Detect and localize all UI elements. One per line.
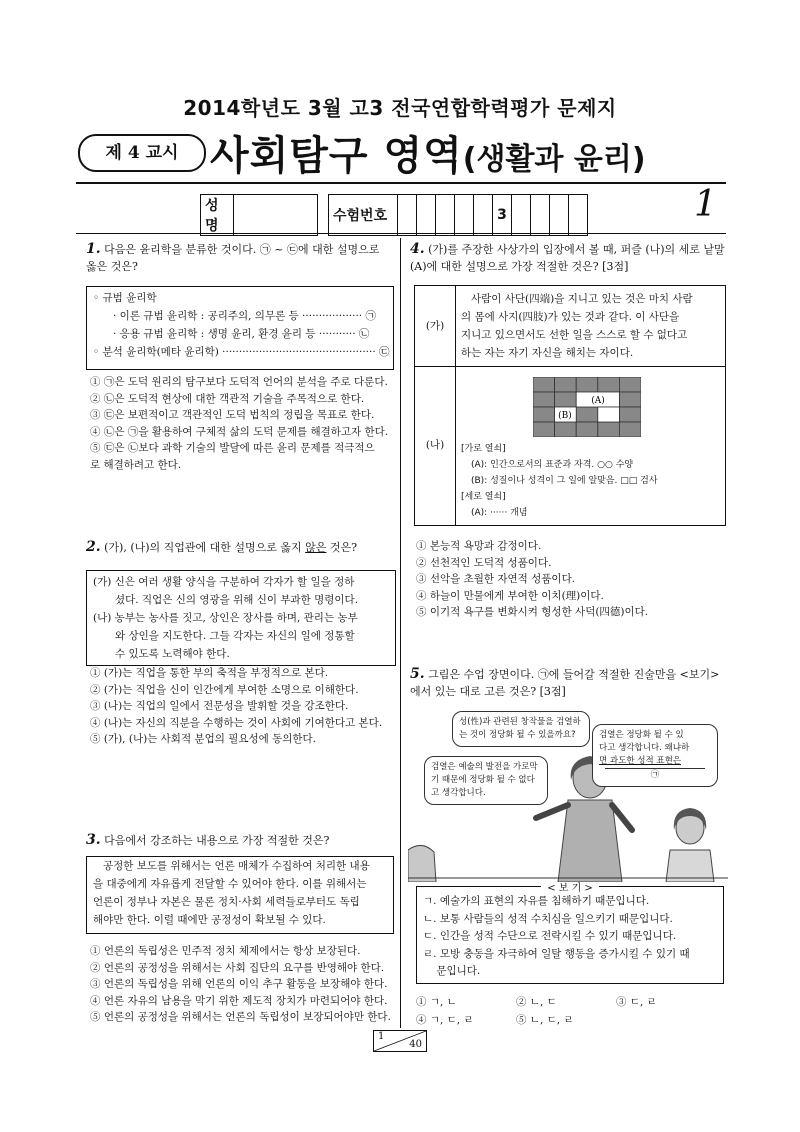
choice-3[interactable]: ③ ㉢은 보편적이고 객관적인 도덕 법칙의 정립을 목표로 한다. [90,409,375,421]
passage-ga-box [414,285,726,367]
question-number: 2. [86,539,101,555]
speech-bubble-teacher: 성(性)과 관련된 창작물을 검열하는 것이 정당화 될 수 있을까요? [452,711,590,747]
choice-5[interactable]: ⑤ (가), (나)는 사회적 분업의 필요성에 동의한다. [90,733,317,745]
page-number: 1 [694,184,717,225]
across-clue-b: (B): 성질이나 성격이 그 일에 알맞음. □□ 검사 [471,476,658,486]
down-title: [세로 열쇠] [461,492,506,502]
choice-4[interactable]: ④ 하늘이 만물에게 부여한 이치(理)이다. [416,589,604,602]
choices-q1 [90,374,395,473]
footer-page: 1 [378,1031,385,1042]
puzzle-clues [461,441,723,521]
choice-1[interactable]: ① ㄱ, ㄴ [416,996,457,1008]
question-1 [86,241,390,275]
subject-sub: (생활과 윤리) [462,142,646,177]
header-rule [76,182,726,184]
exam-number-cell[interactable] [569,195,588,236]
passage-line: 하는 자는 자기 자신을 해치는 자이다. [461,347,634,359]
page-footer [373,1030,427,1052]
question-text: (가)를 주장한 사상가의 입장에서 볼 때, 퍼즐 (나)의 세로 낱말 (A)에 대한 설명으로 가장 적절한 것은? [3점] [410,243,725,273]
choice-3[interactable]: ③ 언론의 독립성을 위해 언론의 이익 추구 활동을 보장해야 한다. [90,978,388,990]
cell-a-label: (A) [591,396,605,406]
question-text: 다음에서 강조하는 내용으로 가장 적절한 것은? [104,834,330,847]
bogi-item-c: ㄷ. 인간을 성적 수단으로 전락시킬 수 있기 때문입니다. [423,930,677,942]
bogi-list [423,893,721,981]
name-field[interactable] [234,195,318,236]
passage-line: (가) 신은 여러 생활 양식을 구분하여 각자가 할 일을 정하 [93,576,355,588]
passage-line: 해야만 한다. 이럴 때에만 공정성이 확보될 수 있다. [93,914,326,926]
choice-1[interactable]: ① 본능적 욕망과 감정이다. [416,540,542,552]
section-rule [76,233,726,234]
exam-number-cell[interactable] [417,195,436,236]
across-clue-a: (A): 인간으로서의 표준과 자격. ○○ 수양 [471,460,634,470]
bogi-title: < 보 기 > [417,879,723,894]
speech-bubble-right-student [592,724,718,787]
choice-5[interactable]: ⑤ 이기적 욕구를 변화시켜 형성한 사덕(四德)이다. [416,606,649,618]
question-number: 5. [410,666,425,682]
choice-3[interactable]: ③ (나)는 직업의 일에서 전문성을 발휘할 것을 강조한다. [90,700,349,712]
bogi-box [416,883,724,984]
box-line: ◦ 분석 윤리학(메타 윤리학) ·············································· ㉢ [93,346,390,358]
subject-main: 사회탐구 영역 [210,133,463,179]
exam-number-cell[interactable] [436,195,455,236]
speech-bubble-left-student: 검열은 예술의 발전을 가로막기 때문에 정당화 될 수 없다고 생각합니다. [424,756,548,805]
passage-line: 수 있도록 노력해야 한다. [115,648,230,660]
passage-line: 와 상인을 지도한다. 그들 각자는 자신의 일에 정통할 [115,630,355,642]
question-4 [410,241,726,275]
choice-4[interactable]: ④ ㄱ, ㄷ, ㄹ [416,1014,474,1026]
footer-total: 40 [409,1039,422,1050]
question-2 [86,539,390,556]
choice-1[interactable]: ① ㉠은 도덕 원리의 탐구보다 도덕적 언어의 분석을 주로 다룬다. [90,376,388,388]
choice-4[interactable]: ④ ㉡은 ㉠을 활용하여 구체적 삶의 도덕 문제를 해결하고자 한다. [90,425,389,438]
question-3 [86,832,390,849]
choice-4[interactable]: ④ 언론 자유의 남용을 막기 위한 제도적 장치가 마련되어야 한다. [90,994,388,1007]
choice-2[interactable]: ② 선천적인 도덕적 성품이다. [416,556,552,569]
passage-ga [461,290,723,362]
choices-q2 [90,665,395,748]
subject-title [210,124,646,181]
box-line: ◦ 규범 윤리학 [93,292,157,304]
name-label: 성명 [201,195,234,236]
choice-5[interactable]: ⑤ ㄴ, ㄷ, ㄹ [516,1014,574,1026]
exam-number-cell[interactable] [455,195,474,236]
bogi-item-b: ㄴ. 보통 사람들의 성적 수치심을 일으키기 때문입니다. [423,912,673,925]
choice-3[interactable]: ③ ㄷ, ㄹ [616,996,657,1008]
choice-2[interactable]: ② ㉡은 도덕적 현상에 대한 객관적 기술을 주목적으로 한다. [90,392,365,405]
passage-line: (나) 농부는 농사를 짓고, 상인은 장사를 하며, 관리는 농부 [93,612,358,624]
passage-line: 공정한 보도를 위해서는 언론 매체가 수집하여 처리한 내용 [103,860,370,872]
exam-number-label: 수험번호 [329,195,398,236]
puzzle-na-box [414,365,726,526]
exam-title: 2014학년도 3월 고3 전국연합학력평가 문제지 [183,96,617,120]
passage-line: 의 몸에 사지(四肢)가 있는 것과 같다. 이 사단을 [461,311,680,323]
bogi-item-d-cont: 문입니다. [423,965,481,977]
exam-number-cell[interactable] [398,195,417,236]
box-line: · 응용 규범 윤리학 : 생명 윤리, 환경 윤리 등 ··········· ㉡ [113,328,370,340]
student-right [666,808,714,882]
bubble-line: 검열은 정당화 될 수 있 [599,730,684,740]
column-divider [400,238,401,1028]
passage-line: 셨다. 직업은 신의 영광을 위해 신이 부과한 명령이다. [115,594,359,606]
choice-4[interactable]: ④ (나)는 자신의 직분을 수행하는 것이 사회에 기여한다고 본다. [90,716,383,729]
choice-1[interactable]: ① 언론의 독립성은 민주적 정치 체제에서는 항상 보장된다. [90,945,361,957]
choice-2[interactable]: ② (가)는 직업을 신이 인간에게 부여한 소명으로 이해한다. [90,683,359,696]
passage-line: 을 대중에게 자유롭게 전달할 수 있어야 한다. 이를 위해서는 [93,878,367,890]
session-badge: 제 4 교시 [78,134,206,172]
question-text: 그림은 수업 장면이다. ㉠에 들어갈 적절한 진술만을 <보기>에서 있는 대로 고른 것은? [3점] [410,668,720,698]
down-clue-a: (A): ······ 개념 [471,508,528,518]
crossword-grid [533,377,641,437]
choices-q4 [416,538,721,621]
question-text: (가), (나)의 직업관에 대한 설명으로 옳지 [104,541,306,554]
choice-2[interactable]: ② 언론의 공정성을 위해서는 사회 집단의 요구를 반영해야 한다. [90,961,385,974]
student-left [408,845,436,882]
exam-number-cell[interactable] [531,195,550,236]
passage-box [86,856,394,934]
passage-line: 지니고 있으면서도 선한 일을 스스로 할 수 없다고 [461,329,688,341]
label-ga: (가) [415,286,456,366]
bogi-item-d: ㄹ. 모방 충동을 자극하여 일탈 행동을 증가시킬 수 있기 때 [423,947,690,960]
exam-number-cell[interactable] [474,195,493,236]
choice-3[interactable]: ③ 선악을 초월한 자연적 성품이다. [416,573,576,585]
question-number: 3. [86,832,101,848]
passage-line: 언론이 정부나 자본은 물론 정치·사회 세력들로부터도 독립 [93,896,360,908]
choices-q3 [90,943,395,1026]
question-5 [410,666,726,700]
box-line: · 이론 규범 윤리학 : 공리주의, 의무론 등 ·················· ㉠ [113,310,376,322]
label-na: (나) [415,365,456,525]
choice-5[interactable]: ⑤ 언론의 공정성을 위해서는 언론의 독립성이 보장되어야만 한다. [90,1011,391,1023]
question-text-end: 것은? [326,541,358,554]
candidate-info-table [200,194,588,236]
bubble-line: 면 과도한 성적 표현은 [599,756,682,766]
blank-marker: ㉠ [605,768,705,782]
question-text: 다음은 윤리학을 분류한 것이다. ㉠ ~ ㉢에 대한 설명으로 옳은 것은? [86,243,380,273]
choice-1[interactable]: ① (가)는 직업을 통한 부의 축적을 부정적으로 본다. [90,667,329,679]
passage-line: 사람이 사단(四端)을 지니고 있는 것은 마치 사람 [471,293,693,305]
question-number: 1. [86,241,101,257]
question-number: 4. [410,241,425,257]
underlined-word: 않은 [305,541,327,554]
choices-q5 [416,993,722,1029]
exam-number-cell[interactable] [550,195,569,236]
bogi-item-a: ㄱ. 예술가의 표현의 자유를 침해하기 때문입니다. [423,895,650,907]
cell-b-label: (B) [558,411,572,421]
bubble-line: 다고 생각합니다. 왜냐하 [599,743,690,753]
choice-5-cont: 로 해결하려고 한다. [90,458,182,471]
passage-box [86,570,396,666]
exam-number-cell[interactable] [512,195,531,236]
classification-box [86,286,394,370]
choice-5[interactable]: ⑤ ㉢은 ㉡보다 과학 기술의 발달에 따른 윤리 문제를 적극적으 [90,442,375,454]
across-title: [가로 열쇠] [461,444,506,454]
choice-2[interactable]: ② ㄴ, ㄷ [516,996,557,1008]
exam-number-digit: 3 [493,195,512,236]
